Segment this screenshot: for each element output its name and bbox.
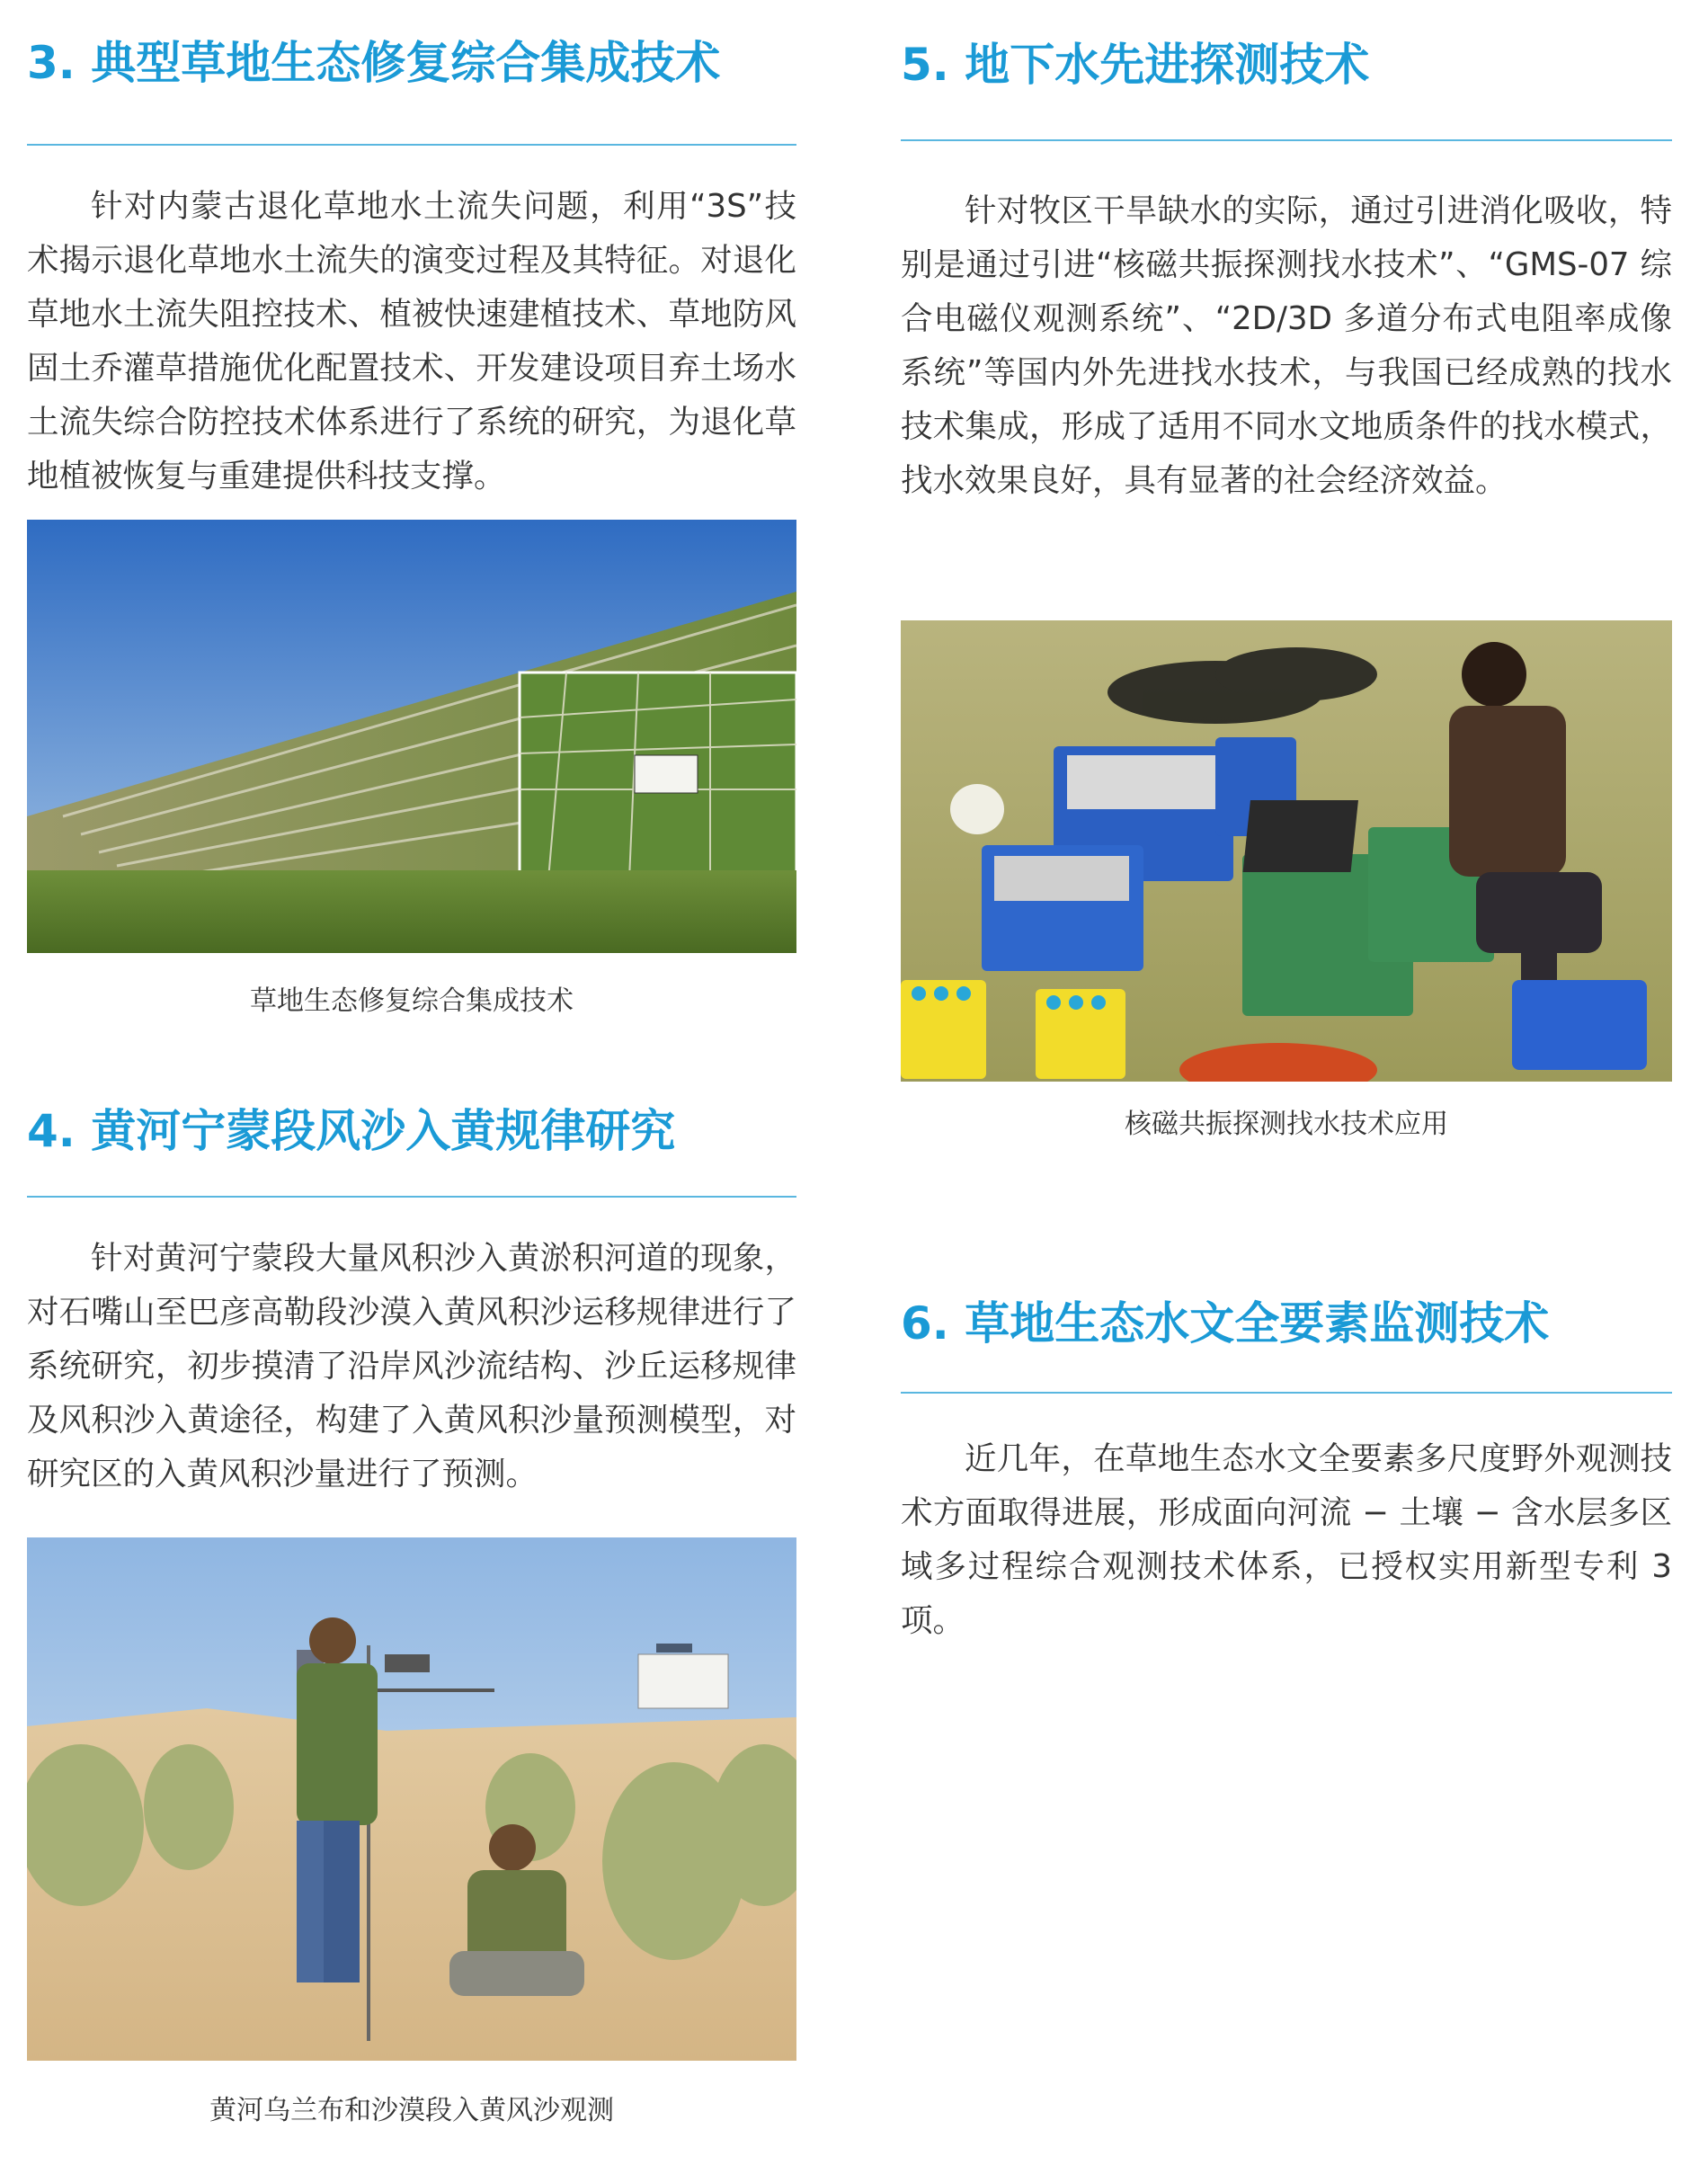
section-5-paragraph: 针对牧区干旱缺水的实际，通过引进消化吸收，特别是通过引进“核磁共振探测找水技术”、“GMS-07 综合电磁仪观测系统”、“2D/3D 多道分布式电阻率成像系统”等国内外先进找水技术，与我国已经成熟的找水技术集成，形成了适用不同水文地质条件的找水模式，找水效果良好，具有显著的社会经济效益。	[901, 192, 1672, 499]
section-4-divider	[27, 1196, 796, 1198]
section-4-photo-caption: 黄河乌兰布和沙漠段入黄风沙观测	[209, 2095, 614, 2126]
section-3-divider	[27, 144, 796, 146]
section-6-content	[901, 1392, 1672, 1680]
section-5-heading: 5. 地下水先进探测技术	[901, 39, 1370, 91]
section-5-divider	[901, 139, 1672, 141]
section-5-photo-caption: 核磁共振探测找水技术应用	[1125, 1109, 1448, 1140]
section-3	[27, 36, 796, 90]
section-5-content	[901, 139, 1672, 1182]
grassland-restoration-photo	[27, 520, 796, 953]
section-6-divider	[901, 1392, 1672, 1394]
section-3-photo-caption: 草地生态修复综合集成技术	[250, 985, 574, 1017]
section-4-paragraph: 针对黄河宁蒙段大量风积沙入黄淤积河道的现象，对石嘴山至巴彦高勒段沙漠入黄风积沙运移规律进行了系统研究，初步摸清了沿岸风沙流结构、沙丘运移规律及风积沙入黄途径，构建了入黄风积沙量预测模型，对研究区的入黄风积沙量进行了预测。	[27, 1240, 796, 1492]
wind-sand-observation-photo	[27, 1537, 796, 2061]
nmr-water-detection-photo	[901, 620, 1672, 1082]
section-3-paragraph: 针对内蒙古退化草地水土流失问题，利用“3S”技术揭示退化草地水土流失的演变过程及其特征。对退化草地水土流失阻控技术、植被快速建植技术、草地防风固土乔灌草措施优化配置技术、开发建设项目弃土场水土流失综合防控技术体系进行了系统的研究，为退化草地植被恢复与重建提供科技支撑。	[27, 188, 796, 494]
section-6	[901, 1296, 1672, 1350]
section-5	[901, 38, 1672, 92]
section-3-content	[27, 144, 796, 1061]
section-6-paragraph: 近几年，在草地生态水文全要素多尺度野外观测技术方面取得进展，形成面向河流 − 土壤 − 含水层多区域多过程综合观测技术体系，已授权实用新型专利 3 项。	[901, 1440, 1672, 1639]
section-4-content	[27, 1196, 796, 2149]
section-4-heading: 4. 黄河宁蒙段风沙入黄规律研究	[27, 1105, 676, 1157]
section-3-heading: 3. 典型草地生态修复综合集成技术	[27, 37, 721, 89]
section-4	[27, 1104, 796, 1158]
section-6-heading: 6. 草地生态水文全要素监测技术	[901, 1297, 1550, 1350]
